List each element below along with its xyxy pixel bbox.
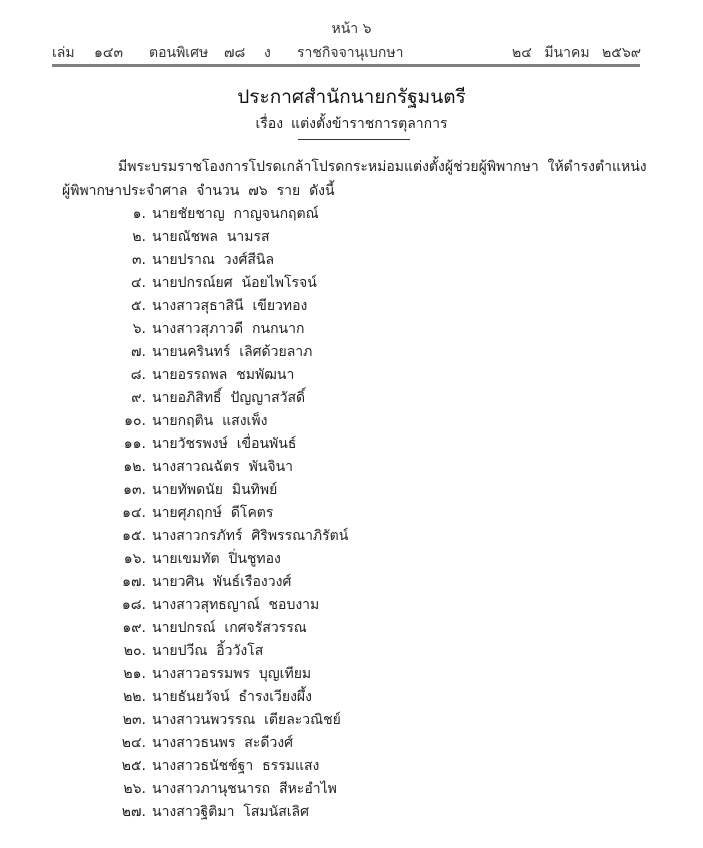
item-name: นางสาวธนัชช์ฐา ธรรมแสง bbox=[152, 758, 320, 774]
item-name: นายชัยชาญ กาญจนกฤตณ์ bbox=[152, 206, 319, 222]
section-code: ง bbox=[264, 45, 271, 61]
item-name: นางสาวนพวรรณ เตียละวณิชย์ bbox=[152, 712, 341, 728]
item-name: นางสาวฐิติมา โสมนัสเลิศ bbox=[152, 804, 310, 820]
item-number: ๒๑. bbox=[123, 666, 146, 682]
item-name: นายเขมทัต ปิ่นชูทอง bbox=[152, 551, 281, 567]
item-name: นายอรรถพล ชมพัฒนา bbox=[152, 367, 295, 383]
item-name: นายปราณ วงศ์สีนิล bbox=[152, 252, 275, 268]
section-label: ตอนพิเศษ bbox=[149, 45, 209, 61]
document-subject bbox=[0, 113, 703, 135]
title-divider bbox=[298, 139, 410, 140]
page-number: หน้า ๖ bbox=[331, 21, 372, 37]
document-title: ประกาศสำนักนายกรัฐมนตรี bbox=[237, 86, 466, 108]
item-number: ๘. bbox=[130, 367, 146, 383]
item-name: นายทัพดนัย มินทิพย์ bbox=[152, 482, 278, 498]
item-number: ๑๕. bbox=[122, 528, 146, 544]
item-number: ๑๖. bbox=[123, 551, 146, 567]
subject-text: แต่งตั้งข้าราชการตุลาการ bbox=[291, 116, 448, 132]
item-number: ๙. bbox=[131, 390, 146, 406]
item-number: ๖. bbox=[132, 321, 146, 337]
item-number: ๒. bbox=[132, 229, 146, 245]
item-name: นายอภิสิทธิ์ ปัญญาสวัสดิ์ bbox=[152, 390, 306, 406]
item-number: ๑๗. bbox=[122, 574, 146, 590]
item-name: นายศุภฤกษ์ ดีโคตร bbox=[152, 505, 274, 521]
item-name: นางสาวสุธาสินี เขียวทอง bbox=[152, 298, 308, 314]
item-number: ๑๐. bbox=[124, 413, 146, 429]
item-name: นายปกรณ์ยศ น้อยไพโรจน์ bbox=[152, 275, 317, 291]
item-name: นายณัชพล นามรส bbox=[152, 229, 270, 245]
gazette-name: ราชกิจจานุเบกษา bbox=[297, 45, 404, 61]
item-name: นางสาวสุทธญาณ์ ชอบงาม bbox=[152, 597, 320, 613]
item-number: ๓. bbox=[131, 252, 146, 268]
subject-label: เรื่อง bbox=[255, 116, 284, 132]
body-paragraph-line-1: มีพระบรมราชโองการโปรดเกล้าโปรดกระหม่อมแต่งตั้งผู้ช่วยผู้พิพากษา ให้ดำรงตำแหน่ง bbox=[118, 159, 647, 175]
header-divider bbox=[52, 64, 640, 67]
item-number: ๒๕. bbox=[121, 758, 146, 774]
volume-label: เล่ม bbox=[52, 45, 75, 61]
publication-date: ๒๔ มีนาคม ๒๕๖๙ bbox=[512, 45, 641, 61]
item-name: นางสาวอรรมพร บุญเทียม bbox=[152, 666, 312, 682]
item-name: นายปกรณ์ เกศจรัสวรรณ bbox=[152, 620, 307, 636]
item-number: ๕. bbox=[130, 298, 146, 314]
item-name: นายกฤติน แสงเพ็ง bbox=[152, 413, 268, 429]
item-name: นายวศิน พันธ์เรืองวงศ์ bbox=[152, 574, 292, 590]
item-name: นายวัชรพงษ์ เขื่อนพันธ์ bbox=[152, 436, 297, 452]
item-number: ๑๒. bbox=[123, 459, 146, 475]
item-number: ๒๖. bbox=[123, 781, 146, 797]
item-number: ๑๑. bbox=[123, 436, 146, 452]
item-number: ๒๗. bbox=[121, 804, 146, 820]
item-number: ๒๔. bbox=[121, 735, 146, 751]
item-name: นางสาวณฉัตร พันจินา bbox=[152, 459, 294, 475]
item-name: นายธันยวัจน์ ธำรงเวียงผึ้ง bbox=[152, 689, 312, 705]
volume-number: ๑๔๓ bbox=[94, 45, 124, 61]
item-number: ๗. bbox=[131, 344, 146, 360]
item-number: ๒๒. bbox=[123, 689, 146, 705]
item-number: ๑๘. bbox=[121, 597, 146, 613]
item-name: นางสาวภานุชนารถ สีหะอำไพ bbox=[152, 781, 337, 797]
item-name: นางสาวธนพร สะดีวงศ์ bbox=[152, 735, 294, 751]
item-name: นางสาวกรภัทร์ ศิริพรรณาภิรัตน์ bbox=[152, 528, 349, 544]
section-number: ๗๘ bbox=[224, 45, 246, 61]
item-number: ๒๐. bbox=[123, 643, 146, 659]
item-number: ๑. bbox=[132, 206, 146, 222]
item-name: นายปวีณ อิ้ววังโส bbox=[152, 643, 264, 659]
item-number: ๔. bbox=[130, 275, 146, 291]
item-number: ๒๓. bbox=[122, 712, 146, 728]
item-name: นายนครินทร์ เลิศด้วยลาภ bbox=[152, 344, 313, 360]
body-paragraph-line-2: ผู้พิพากษาประจำศาล จำนวน ๗๖ ราย ดังนี้ bbox=[62, 183, 335, 199]
item-number: ๑๓. bbox=[123, 482, 146, 498]
item-number: ๑๔. bbox=[122, 505, 146, 521]
item-name: นางสาวสุภาวดี กนกนาก bbox=[152, 321, 305, 337]
item-number: ๑๙. bbox=[122, 620, 146, 636]
